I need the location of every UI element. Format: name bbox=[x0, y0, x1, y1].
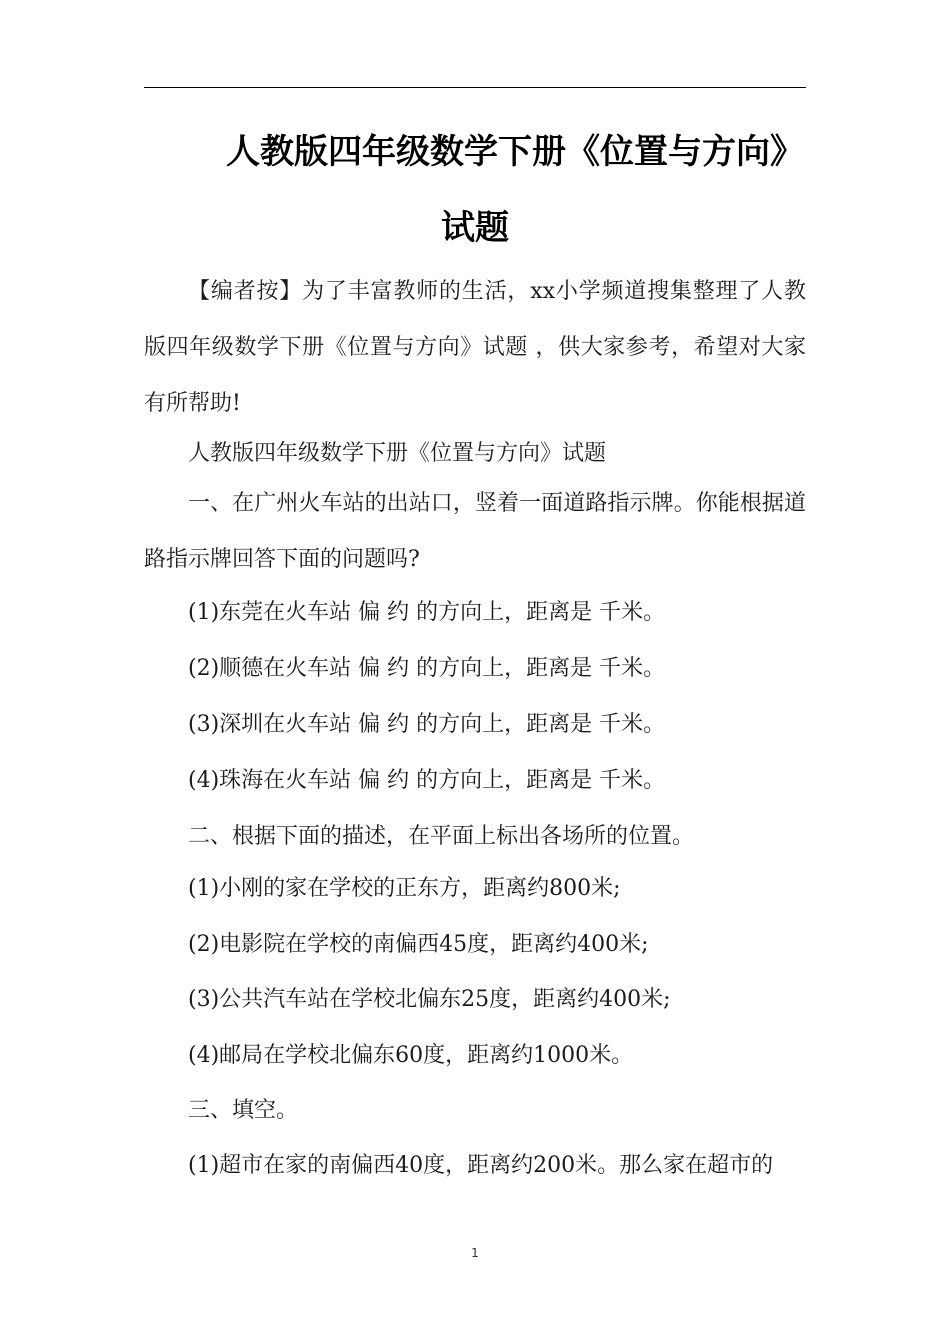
section-2-item-4: (4)邮局在学校北偏东60度，距离约1000米。 bbox=[188, 1043, 634, 1068]
section-3-heading: 三、填空。 bbox=[188, 1098, 299, 1123]
document-title-line-2: 试题 bbox=[441, 208, 509, 248]
section-3-item-1: (1)超市在家的南偏西40度，距离约200米。那么家在超市的 bbox=[188, 1153, 774, 1178]
section-1-heading: 一、在广州火车站的出站口，竖着一面道路指示牌。你能根据道路指示牌回答下面的问题吗? bbox=[144, 491, 806, 572]
section-1-item-1: (1)东莞在火车站 偏 约 的方向上，距离是 千米。 bbox=[188, 600, 666, 625]
section-1-item-2: (2)顺德在火车站 偏 约 的方向上，距离是 千米。 bbox=[188, 656, 666, 681]
section-2-item-2: (2)电影院在学校的南偏西45度，距离约400米; bbox=[188, 932, 649, 957]
section-1-item-3: (3)深圳在火车站 偏 约 的方向上，距离是 千米。 bbox=[188, 712, 666, 737]
header-rule bbox=[144, 87, 806, 88]
editor-note-paragraph: 【编者按】为了丰富教师的生活，xx小学频道搜集整理了人教版四年级数学下册《位置与方向》试题 ，供大家参考，希望对大家有所帮助! bbox=[144, 279, 806, 416]
section-2-item-3: (3)公共汽车站在学校北偏东25度，距离约400米; bbox=[188, 987, 671, 1012]
section-2-item-1: (1)小刚的家在学校的正东方，距离约800米; bbox=[188, 876, 621, 901]
page-number: 1 bbox=[471, 1246, 479, 1260]
document-subtitle: 人教版四年级数学下册《位置与方向》试题 bbox=[188, 441, 607, 466]
section-1-item-4: (4)珠海在火车站 偏 约 的方向上，距离是 千米。 bbox=[188, 768, 666, 793]
section-2-heading: 二、根据下面的描述，在平面上标出各场所的位置。 bbox=[188, 824, 695, 849]
document-title-line-1: 人教版四年级数学下册《位置与方向》 bbox=[226, 132, 804, 172]
